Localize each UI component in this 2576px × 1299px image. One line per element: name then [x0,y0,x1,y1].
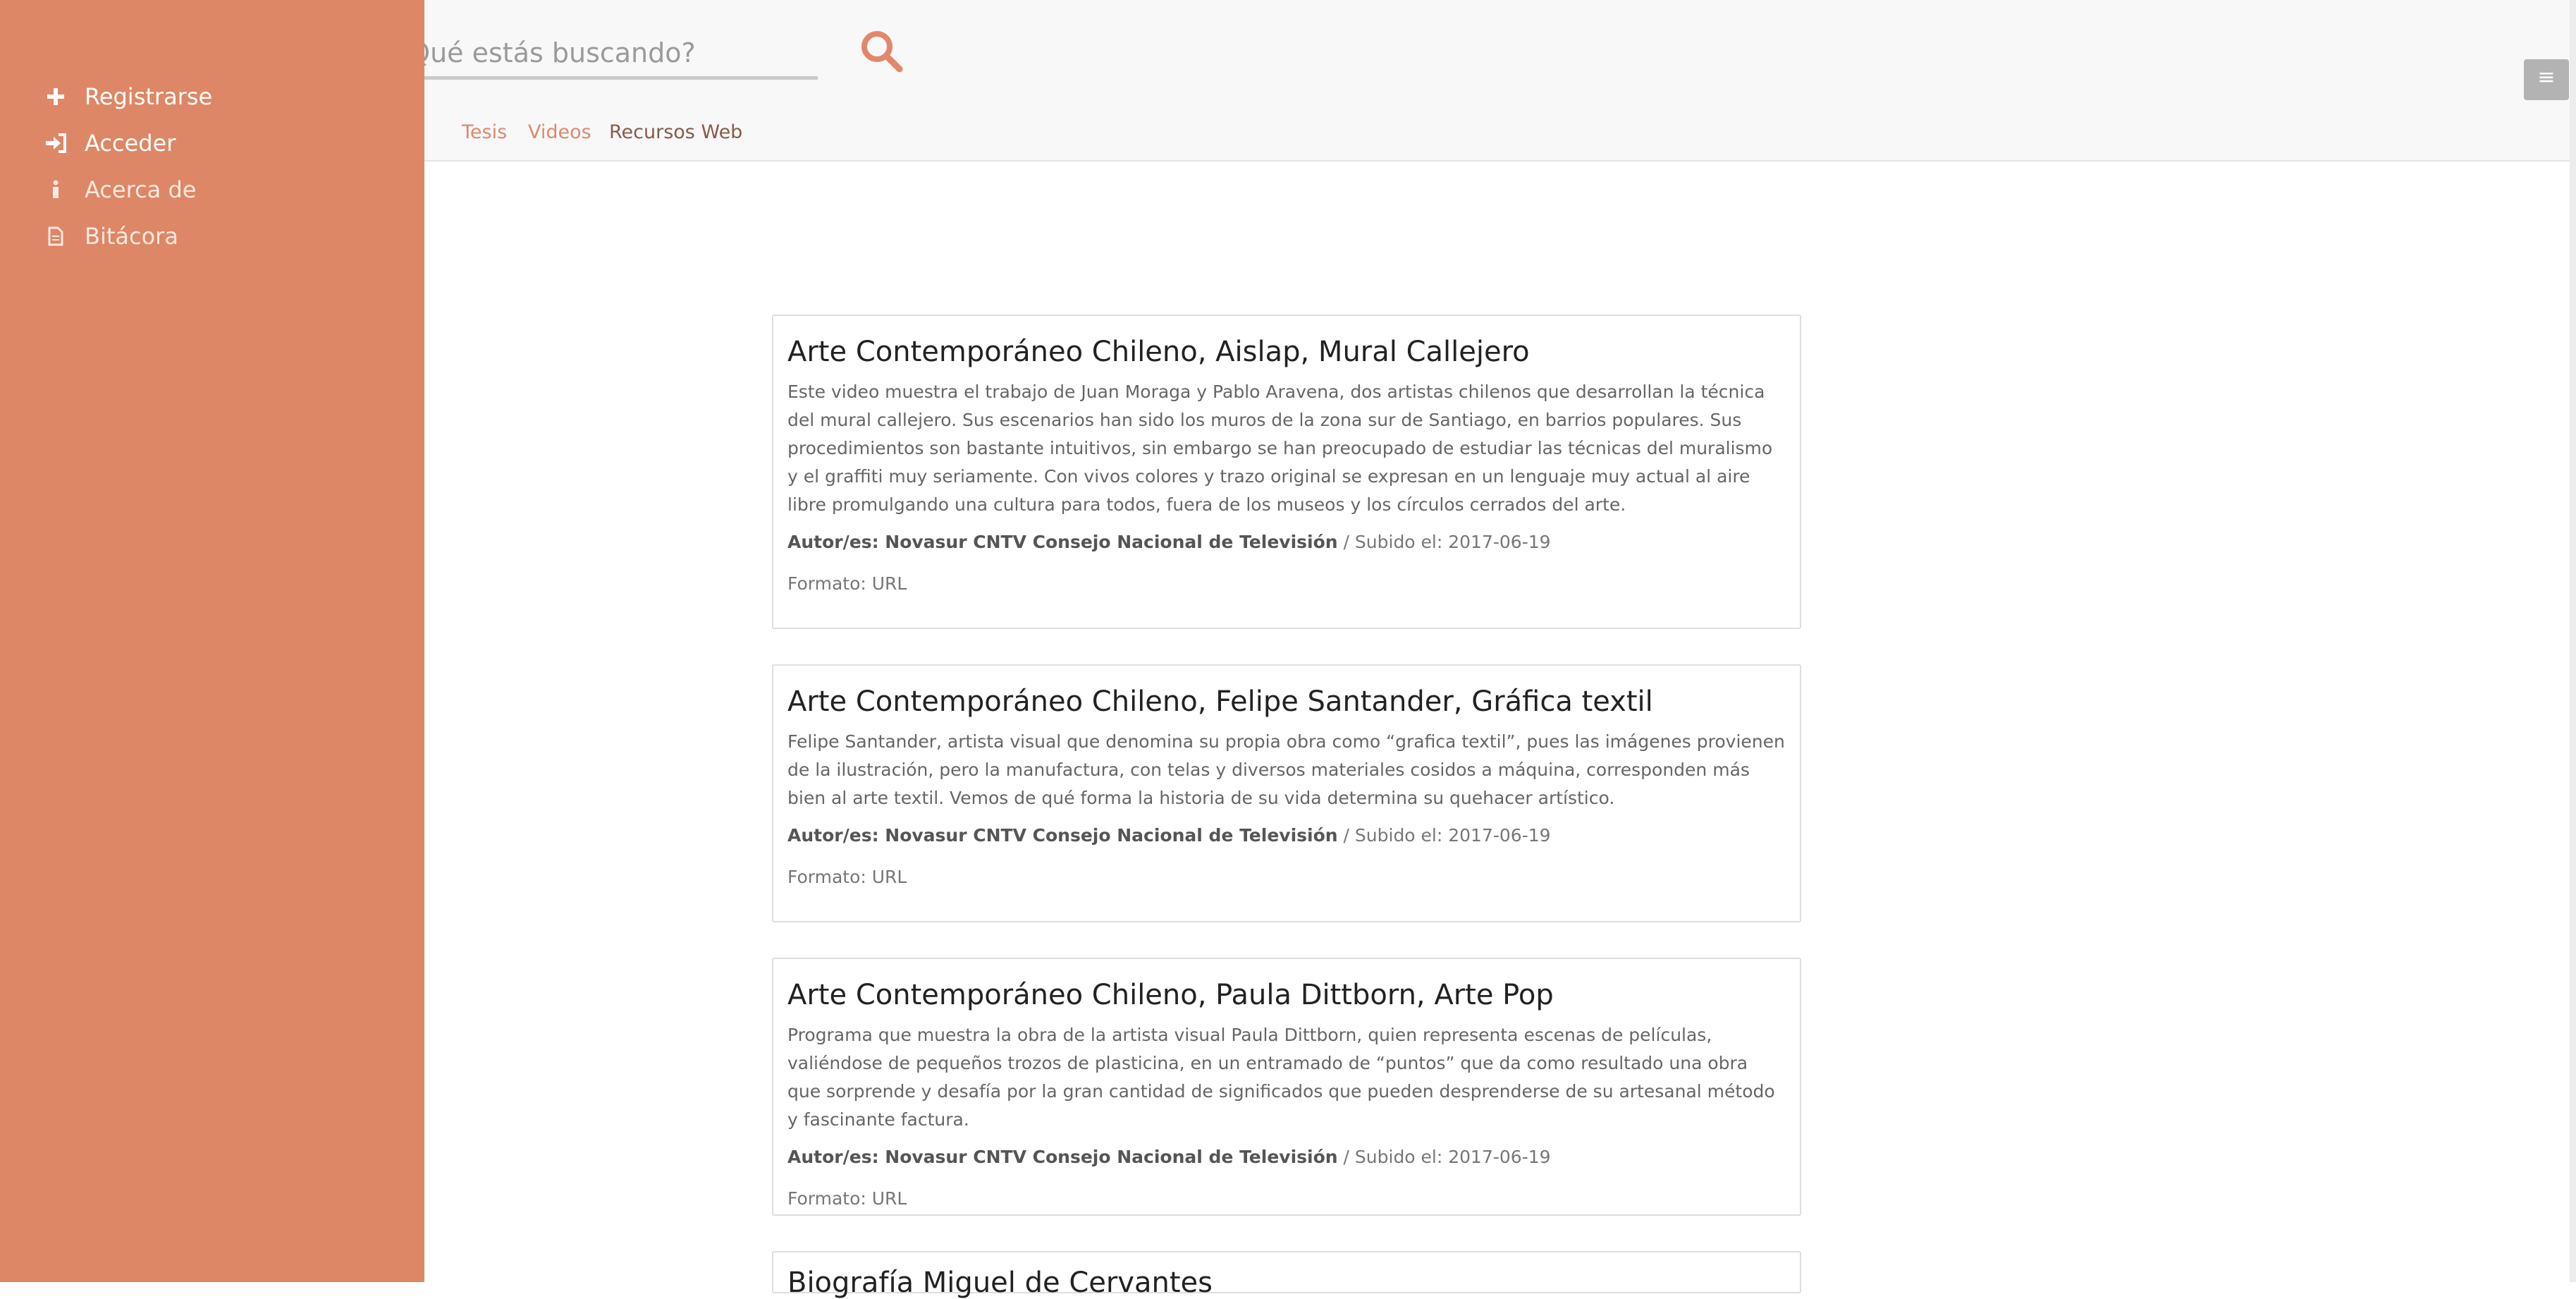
side-drawer [0,0,424,1282]
result-meta [787,825,1786,846]
result-upload-date: / Subido el: 2017-06-19 [1337,532,1551,552]
result-upload-date: / Subido el: 2017-06-19 [1337,1147,1551,1167]
drawer-item-label: Acerca de [85,176,197,203]
result-description: Programa que muestra la obra de la artista visual Paula Dittborn, quien representa escenas de películas, valiéndose de pequeños trozos de plasticina, en un entramado de “puntos” que da como resultado una obra que sorprende y desafía por la gran cantidad de significados que pueden desprenderse de su artesanal método y fascinante factura. [787,1025,1775,1130]
scrollbar-edge [2570,0,2576,1282]
result-title[interactable]: Arte Contemporáneo Chileno, Felipe Santander, Gráfica textil [787,685,1653,718]
result-upload-date: / Subido el: 2017-06-19 [1337,825,1551,846]
result-author: Autor/es: Novasur CNTV Consejo Nacional de Televisión [787,1147,1338,1167]
result-meta [787,532,1786,552]
drawer-item-label: Bitácora [85,223,178,250]
result-format: Formato: URL [787,867,907,887]
result-format: Formato: URL [787,573,907,594]
hamburger-icon: ≡ [2537,65,2556,90]
nav-item-videos[interactable]: Videos [528,121,591,143]
result-description: Felipe Santander, artista visual que denomina su propia obra como “grafica textil”, pues las imágenes provienen de la ilustración, pero la manufactura, con telas y diversos materiales cosidos a máquina, corresponden más bien al arte textil. Vemos de qué forma la historia de su vida determina su quehacer artístico. [787,731,1785,808]
document-icon [42,226,69,246]
search-button[interactable] [859,28,905,75]
result-card [772,315,1801,629]
result-title[interactable]: Biografía Miguel de Cervantes [787,1267,1213,1299]
result-title[interactable]: Arte Contemporáneo Chileno, Aislap, Mural Callejero [787,336,1530,368]
result-description: Este video muestra el trabajo de Juan Moraga y Pablo Aravena, dos artistas chilenos que desarrollan la técnica del mural callejero. Sus escenarios han sido los muros de la zona sur de Santiago, en barrios populares. Sus procedimientos son bastante intuitivos, sin embargo se han preocupado de estudiar las técnicas del muralismo y el graffiti muy seriamente. Con vivos colores y trazo original se expresan en un lenguaje muy actual al aire libre promulgando una cultura para todos, fuera de los museos y los círculos cerrados del arte. [787,382,1773,515]
drawer-item-label: Acceder [85,130,176,157]
drawer-item-acceder[interactable] [42,130,176,157]
info-icon [42,180,69,200]
menu-toggle-button[interactable] [2524,59,2569,100]
search-input[interactable] [395,30,818,80]
result-author: Autor/es: Novasur CNTV Consejo Nacional de Televisión [787,825,1338,846]
plus-icon [42,87,69,106]
result-title[interactable]: Arte Contemporáneo Chileno, Paula Dittborn, Arte Pop [787,979,1554,1011]
result-meta [787,1147,1786,1167]
drawer-item-bitacora[interactable] [42,223,178,250]
result-card [772,1251,1801,1299]
drawer-item-registrarse[interactable] [42,83,212,110]
sign-in-icon [42,133,69,153]
result-card [772,664,1801,922]
result-author: Autor/es: Novasur CNTV Consejo Nacional de Televisión [787,532,1338,552]
drawer-item-label: Registrarse [85,83,213,110]
result-format: Formato: URL [787,1188,907,1209]
search-icon [859,28,905,75]
drawer-item-acerca-de[interactable] [42,176,196,203]
nav-item-recursos-web[interactable]: Recursos Web [609,121,743,143]
result-card [772,958,1801,1216]
nav-item-tesis[interactable]: Tesis [462,121,508,143]
